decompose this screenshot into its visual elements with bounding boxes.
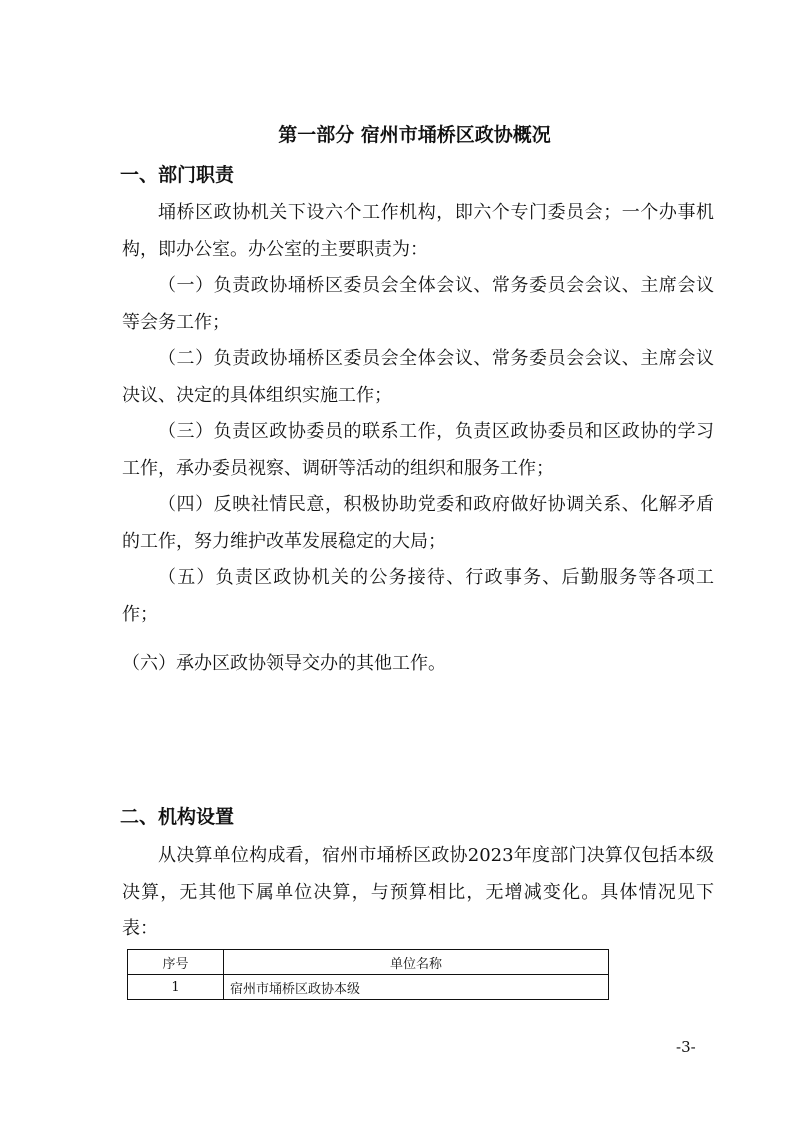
duty-item-6: （六）承办区政协领导交办的其他工作。 (122, 653, 446, 674)
duty-item-5: （五）负责区政协机关的公务接待、行政事务、后勤服务等各项工作； (122, 567, 714, 625)
table-row (128, 975, 609, 1000)
duty-item-1: （一）负责政协埇桥区委员会全体会议、常务委员会会议、主席会议等会务工作； (122, 275, 714, 333)
table-header-name: 单位名称 (224, 950, 609, 975)
duty-item-3: （三）负责区政协委员的联系工作，负责区政协委员和区政协的学习工作，承办委员视察、调研等活动的组织和服务工作； (122, 421, 714, 479)
table-header-row (128, 950, 609, 975)
section2-heading: 二、机构设置 (120, 806, 235, 828)
section2-text: 从决算单位构成看，宿州市埇桥区政协2023年度部门决算仅包括本级决算，无其他下属单位决算，与预算相比，无增减变化。具体情况见下表： (122, 845, 714, 939)
duty-item-4: （四）反映社情民意，积极协助党委和政府做好协调关系、化解矛盾的工作，努力维护改革发展稳定的大局； (122, 494, 714, 552)
table-cell-name: 宿州市埇桥区政协本级 (224, 975, 609, 1000)
units-table (127, 949, 609, 1000)
page-number: -3- (676, 1038, 696, 1056)
table-header-index: 序号 (128, 950, 224, 975)
table-cell-index: 1 (128, 975, 224, 1000)
page-title: 第一部分 宿州市埇桥区政协概况 (278, 124, 551, 146)
section1-intro: 埇桥区政协机关下设六个工作机构，即六个专门委员会；一个办事机构，即办公室。办公室的主要职责为： (122, 202, 714, 260)
duty-item-2: （二）负责政协埇桥区委员会全体会议、常务委员会会议、主席会议决议、决定的具体组织实施工作； (122, 348, 714, 406)
section1-heading: 一、部门职责 (120, 164, 235, 186)
